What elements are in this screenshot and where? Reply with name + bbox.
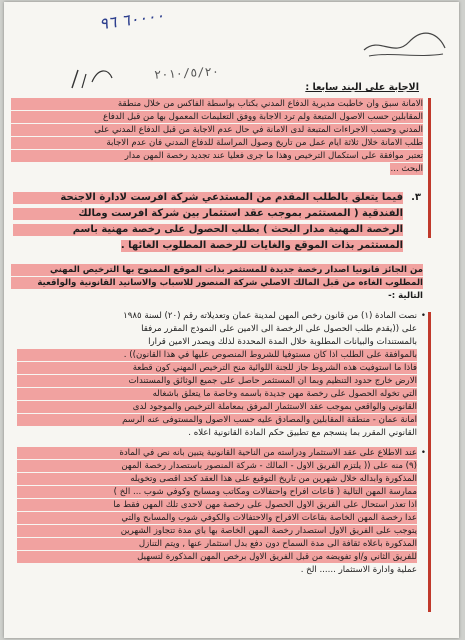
point-line: المستثمر بذات الموقع والغايات للرخصة المطلوب الغائها . xyxy=(120,240,403,251)
paragraph-line: تعتبر موافقة على استكمال الترخيص وهذا ما جرى فعليا عند تجديد رخصة المهن مدار xyxy=(11,150,423,162)
date-stamp: ٢٠١٠/٥/٢٠ xyxy=(153,64,220,82)
bullet-line: للفريق الثاني و/او تفويضه من قبل الفريق الاول برخص المهن المذكورة لتسهيل xyxy=(17,551,417,563)
bullet-line: (٩) منه على (( يلتزم الفريق الاول - المالك - شركة المنصور باستصدار رخصة المهن xyxy=(17,460,417,472)
bullet-line: عدا رخصة المهن الخاصة بقاعات الافراح والاحتفالات والكوفي شوب والمسابح والتي xyxy=(17,512,417,524)
bullet-line: القانوني المقرر بما ينسجم مع تطبيق حكم المادة القانونية اعلاه . xyxy=(188,428,417,438)
point-number: ٣. xyxy=(411,192,421,203)
paragraph-line: المقابلين حسب الاصول المتبعة ولم ترد الاجابة ووفق التعليمات المعمول بها من قبل الدفاع xyxy=(11,111,423,123)
paragraph-line: البحث ... xyxy=(390,164,423,174)
point-line: فيما يتعلق بالطلب المقدم من المستدعي شركة افرست لادارة الاجنحة xyxy=(13,192,403,204)
bullet-line: الارض خارج حدود التنظيم وبما ان المستثمر حاصل على جميع الوثائق والمستندات xyxy=(17,375,417,387)
point-line: الفندقية ( المستثمر بموجب عقد استثمار بين شركة افرست ومالك xyxy=(13,208,403,220)
bullet-line: التي تخوله الحصول على رخصة مهن جديدة باسمه وخاصة ما يتعلق باشغاله xyxy=(17,388,417,400)
bullet-line: عملية وادارة الاستثمار ...... الخ . xyxy=(300,565,417,575)
handwritten-number: ٦٠٠٠٠ ٩٦ xyxy=(97,5,166,34)
margin-mark xyxy=(428,312,431,612)
paragraph-line: الامانة سبق وان خاطبت مديرية الدفاع المدني بكتاب بواسطة الفاكس من خلال منطقة xyxy=(11,98,423,110)
bullet-line: المذكورة وابداله خلال شهرين من تاريخ التوقيع على هذا العقد كحد اقصى وتخويله xyxy=(17,473,417,485)
bullet-line: يتوجب على الفريق الاول استصدار رخصة المهن الخاصة بها باي مدة تتجاوز الشهرين xyxy=(17,525,417,537)
paragraph-line: التالية :- xyxy=(388,291,423,301)
bullet-line: فاذا ما استوفيت هذه الشروط جاز للجنة اللوائية منح الترخيص المهني كون قطعة xyxy=(17,362,417,374)
bullet-line: بالموافقة على الطلب اذا كان مستوفيا للشروط المنصوص عليها في هذا القانون)) . xyxy=(17,349,417,361)
paragraph-line: طلب الامانة خلال ثلاثة ايام عمل من تاريخ وصول المراسلة للدفاع المدني فان عدم الاجابة xyxy=(11,137,423,149)
document-page xyxy=(4,2,459,638)
paragraph-line: المطلوب الغاءه من قبل المالك الاصلي شركة المنصور للاسباب والاسانيد القانونية والواقعية xyxy=(11,277,423,289)
handwritten-scribble xyxy=(359,28,449,62)
bullet-line: ممارسة المهن التالية ( قاعات افراح واحتفالات ومكاتب ومسابح وكوفي شوب ... الخ ) xyxy=(17,486,417,498)
handwritten-marks xyxy=(68,64,128,92)
margin-mark xyxy=(428,98,431,238)
bullet-line: امانة عمان - منطقة المقابلين والمصادق عليه حسب الاصول والمستوفى عنه الرسم xyxy=(17,414,417,426)
paragraph-line: من الجائز قانونيا اصدار رخصة جديدة للمستثمر بذات الموقع الممنوح بها الترخيص المهني xyxy=(11,264,423,276)
section-heading: الاجابة على البند سابعا : xyxy=(305,82,419,93)
point-line: الرخصة المهنية مدار البحث ) بطلب الحصول على رخصة مهنية باسم xyxy=(13,224,403,236)
bullet-line: القانوني والواقعي بموجب عقد الاستثمار المرفق بمعاملة الترخيص والموجود لدى xyxy=(17,401,417,413)
bullet-line: • عند الاطلاع على عقد الاستثمار ودراسته من الناحية القانونية يتبين بانه نص في المادة xyxy=(17,447,417,459)
bullet-line: • نصت المادة (١) من قانون رخص المهن لمدينة عمان وتعديلاته رقم (٢٠) لسنة ١٩٨٥ xyxy=(17,310,417,322)
bullet-line: بالمستندات والبيانات المطلوبة خلال المدة المحددة لذلك ويصدر الامين قرارا xyxy=(148,337,417,347)
paragraph-line: المدني وحسب الاجراءات المتبعة لدى الامانة في حال عدم الاجابة من قبل الدفاع المدني على xyxy=(11,124,423,136)
bullet-line: المذكورة باعلاه ثقافة الى مدة السماح دون دفع بدل استثمار عنها , ويتم التنازل xyxy=(17,538,417,550)
bullet-line: على ((يقدم طلب الحصول على الرخصة الى الامين على النموذج المقرر مرفقا xyxy=(141,324,417,334)
bullet-line: اذا تعذر استحال على الفريق الاول الحصول على رخصة مهن لاحدى تلك المهن فقط ما xyxy=(17,499,417,511)
